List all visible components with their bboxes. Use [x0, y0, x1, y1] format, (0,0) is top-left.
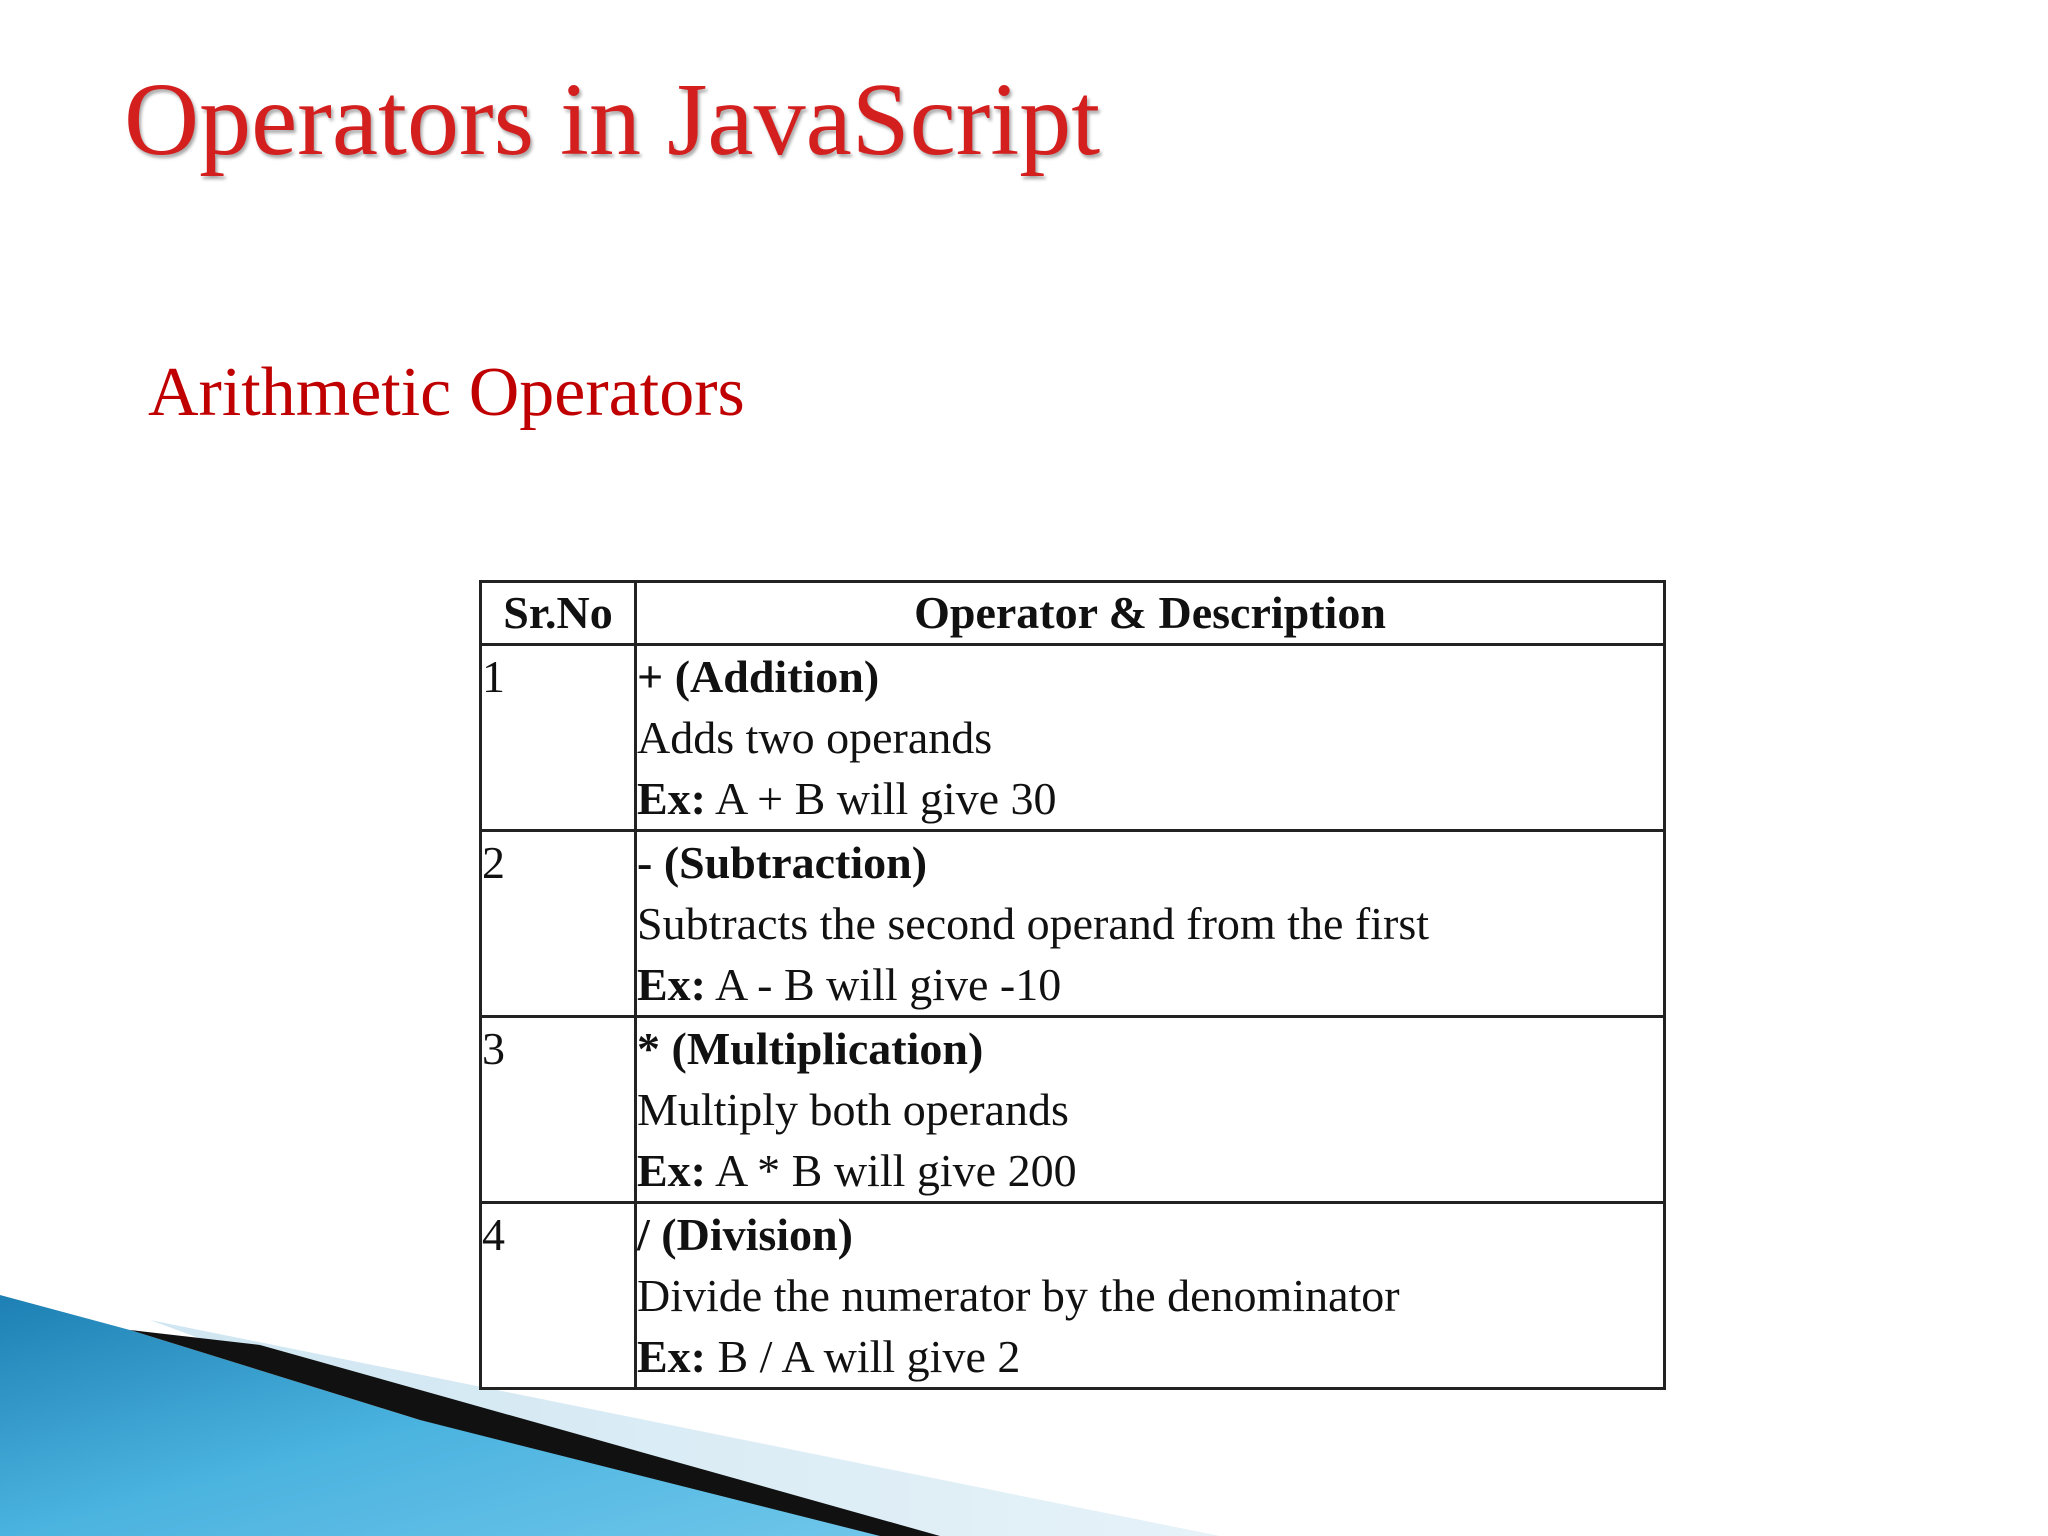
- header-operator-description: Operator & Description: [636, 582, 1665, 645]
- example-text: B / A will give 2: [706, 1331, 1021, 1382]
- table-row: [481, 1017, 1665, 1203]
- operator-example: [637, 1140, 1663, 1201]
- example-label: Ex:: [637, 773, 706, 824]
- operator-name: + (Addition): [637, 651, 880, 702]
- row-number: 2: [481, 831, 636, 1017]
- operator-description: Adds two operands: [637, 712, 993, 763]
- operator-description: Multiply both operands: [637, 1084, 1069, 1135]
- row-number: 1: [481, 645, 636, 831]
- header-sr-no: Sr.No: [481, 582, 636, 645]
- operator-name: * (Multiplication): [637, 1023, 984, 1074]
- example-label: Ex:: [637, 959, 706, 1010]
- operators-table: [479, 580, 1666, 1390]
- example-text: A * B will give 200: [706, 1145, 1077, 1196]
- operator-description: Divide the numerator by the denominator: [637, 1270, 1400, 1321]
- section-subtitle: Arithmetic Operators: [148, 354, 745, 431]
- operator-description: Subtracts the second operand from the first: [637, 898, 1429, 949]
- operator-name: - (Subtraction): [637, 837, 928, 888]
- table-row: [481, 831, 1665, 1017]
- table-row: [481, 645, 1665, 831]
- operator-example: [637, 1326, 1663, 1387]
- operator-name: / (Division): [637, 1209, 853, 1260]
- table-header-row: [481, 582, 1665, 645]
- row-description-cell: [636, 1017, 1665, 1203]
- example-text: A + B will give 30: [706, 773, 1057, 824]
- row-number: 3: [481, 1017, 636, 1203]
- operator-example: [637, 954, 1663, 1015]
- example-label: Ex:: [637, 1145, 706, 1196]
- row-description-cell: [636, 1203, 1665, 1389]
- operator-example: [637, 768, 1663, 829]
- table-row: [481, 1203, 1665, 1389]
- example-label: Ex:: [637, 1331, 706, 1382]
- row-description-cell: [636, 831, 1665, 1017]
- slide-title: Operators in JavaScript: [124, 62, 1101, 177]
- row-number: 4: [481, 1203, 636, 1389]
- row-description-cell: [636, 645, 1665, 831]
- example-text: A - B will give -10: [706, 959, 1062, 1010]
